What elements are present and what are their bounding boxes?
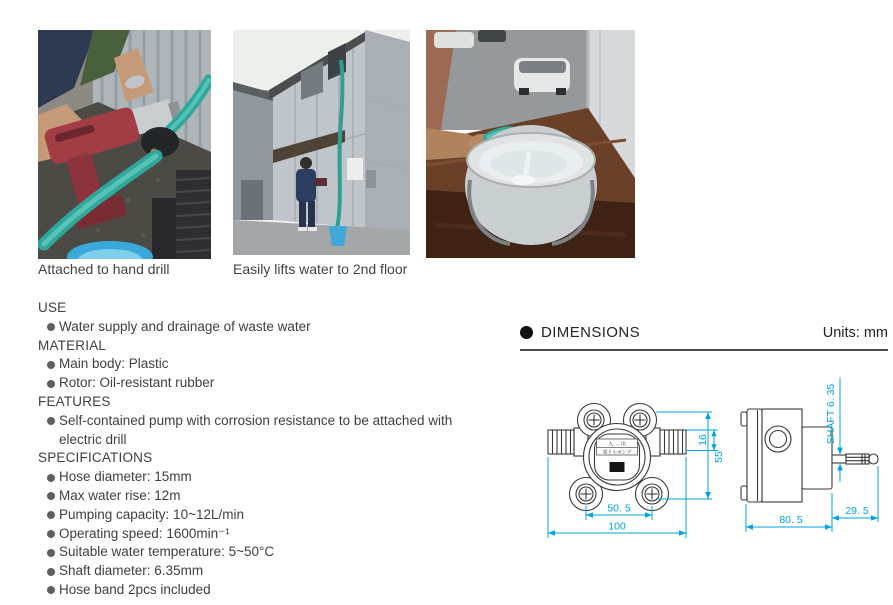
dimensions-drawing — [528, 362, 893, 605]
bullet-icon — [47, 511, 55, 519]
dimensions-header — [520, 324, 888, 351]
list-item — [38, 355, 508, 374]
photo-drill-pump — [38, 30, 211, 259]
bullet-icon — [47, 361, 55, 369]
list-item — [38, 562, 508, 581]
face-label-flow: 入 → 出 — [608, 441, 626, 448]
bullet-icon — [47, 380, 55, 388]
photo-building — [233, 30, 410, 255]
list-item-text: Max water rise: 12m — [59, 487, 181, 503]
list-item-text: Self-contained pump with corrosion resistance to be attached with electric drill — [59, 412, 453, 447]
flange-plate — [747, 409, 762, 502]
dim-100-label: 100 — [608, 520, 626, 533]
front-view — [548, 404, 725, 539]
bucket — [329, 226, 347, 246]
dim-29-5 — [832, 466, 878, 532]
list-item — [38, 318, 508, 337]
list-item — [38, 412, 508, 450]
port-circle — [765, 426, 791, 452]
dim-16-label: 16 — [697, 434, 709, 446]
pump-housing — [762, 409, 802, 502]
dim-80-5-label: 80. 5 — [779, 514, 803, 526]
dim-55-label: 55 — [713, 451, 725, 463]
units-label: Units: mm — [822, 324, 888, 341]
list-item-text: Rotor: Oil-resistant rubber — [59, 375, 215, 391]
bullet-icon — [47, 323, 55, 331]
bullet-icon — [47, 586, 55, 594]
shaft-neck — [832, 455, 846, 463]
dim-80-5 — [746, 504, 832, 532]
side-view — [741, 378, 878, 532]
left-shed — [233, 82, 277, 220]
section-title-specifications: SPECIFICATIONS — [38, 450, 153, 466]
bullet-icon — [47, 474, 55, 482]
bullet-icon — [47, 549, 55, 557]
dim-16 — [686, 430, 718, 451]
section-title-material: MATERIAL — [38, 337, 107, 353]
splash — [511, 175, 535, 185]
bullet-icon — [47, 568, 55, 576]
list-item — [38, 525, 508, 544]
photo-bucket-window — [426, 30, 635, 258]
flange-lobe-bottom — [741, 486, 747, 500]
dim-29-5-label: 29. 5 — [845, 505, 869, 517]
list-item — [38, 487, 508, 506]
flange-lobe-top — [741, 412, 747, 426]
wall-box — [347, 158, 363, 180]
list-item-text: Shaft diameter: 6.35mm — [59, 563, 204, 579]
list-item — [38, 506, 508, 525]
drill-in-hand — [315, 178, 327, 186]
list-item-text: Operating speed: 1600min⁻¹ — [59, 525, 230, 541]
dimensions-title: DIMENSIONS — [541, 324, 641, 341]
list-item-text: Hose diameter: 15mm — [59, 469, 192, 485]
face-label-product: 電ドルポンプ — [602, 450, 632, 456]
info-panel — [38, 299, 508, 600]
photo-caption-1: Attached to hand drill — [38, 261, 170, 277]
list-item — [38, 468, 508, 487]
dim-50-5-label: 50. 5 — [607, 502, 631, 515]
list-item-text: Hose band 2pcs included — [59, 581, 211, 597]
list-item — [38, 581, 508, 600]
bullet-icon — [47, 530, 55, 538]
dim-shaft-label: SHAFT 6. 35 — [825, 383, 837, 445]
list-item-text: Pumping capacity: 10~12L/min — [59, 506, 244, 522]
list-item — [38, 374, 508, 393]
list-item-text: Water supply and drainage of waste water — [59, 318, 311, 334]
list-item-text: Main body: Plastic — [59, 356, 169, 372]
section-title-use: USE — [38, 300, 67, 315]
section-title-features: FEATURES — [38, 393, 111, 409]
bullet-icon — [47, 417, 55, 425]
shaft-tip — [869, 454, 878, 464]
bullet-icon — [47, 492, 55, 500]
photo-caption-2: Easily lifts water to 2nd floor — [233, 261, 408, 277]
maker-logo-box — [610, 462, 625, 472]
bucket — [465, 125, 597, 245]
list-item — [38, 543, 508, 562]
list-item-text: Suitable water temperature: 5~50°C — [59, 544, 275, 560]
section-bullet-icon — [520, 326, 533, 339]
